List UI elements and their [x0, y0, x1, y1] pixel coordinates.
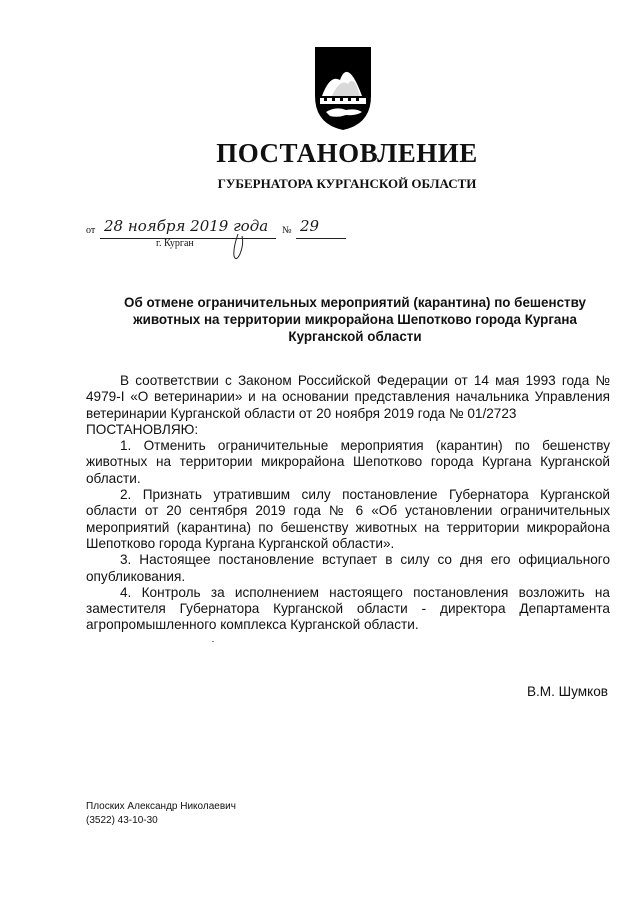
number-label: №: [282, 225, 292, 236]
handwritten-date: 28 ноября 2019 года: [104, 217, 269, 235]
document-title: ПОСТАНОВЛЕНИЕ: [216, 138, 478, 168]
date-from-label: от: [86, 225, 96, 236]
number-underline: [296, 238, 346, 239]
place-label: г. Курган: [156, 238, 194, 249]
item-3: 3. Настоящее постановление вступает в силу со дня его официального опубликования.: [86, 552, 610, 584]
contact-block: [86, 800, 236, 828]
handwritten-number: 29: [300, 217, 320, 235]
heading-line-1: Об отмене ограничительных мероприятий (карантина) по бешенству: [124, 295, 586, 310]
contact-person: Плоских Александр Николаевич: [86, 801, 236, 812]
heading-line-2: животных на территории микрорайона Шепотково города Кургана: [133, 312, 577, 327]
document-heading: [95, 294, 615, 345]
item-4: 4. Контроль за исполнением настоящего постановления возложить на заместителя Губернатора Курганской области - директора Департамента агропромышленного комплекса Курганской области.: [86, 584, 610, 633]
signer-name: В.М. Шумков: [526, 684, 608, 699]
contact-phone: (3522) 43-10-30: [86, 815, 158, 826]
signature-stroke: [230, 232, 250, 262]
resolve-word: ПОСТАНОВЛЯЮ:: [86, 421, 199, 437]
date-number-line: [86, 218, 376, 262]
scan-speck: [212, 641, 214, 642]
item-1: 1. Отменить ограничительные мероприятия (карантин) по бешенству животных на территории микрорайона Шепотково города Кургана Курганской области.: [86, 438, 610, 486]
heading-line-3: Курганской области: [288, 329, 422, 344]
preamble-paragraph: В соответствии с Законом Российской Федерации от 14 мая 1993 года № 4979-I «О ветеринарии» и на основании представления начальника Управления ветеринарии Курганской области от 20 ноября 2019 года № 01/2723: [86, 373, 610, 421]
item-2: 2. Признать утратившим силу постановление Губернатора Курганской области от 20 сентября 2019 года № 6 «Об установлении ограничительных мероприятий (карантина) по бешенству животных на территории микрорайона Шепотково города Кургана Курганской области».: [86, 487, 610, 551]
document-body: [86, 373, 610, 634]
coat-of-arms-emblem: [312, 44, 374, 132]
document-subtitle: ГУБЕРНАТОРА КУРГАНСКОЙ ОБЛАСТИ: [217, 176, 477, 191]
